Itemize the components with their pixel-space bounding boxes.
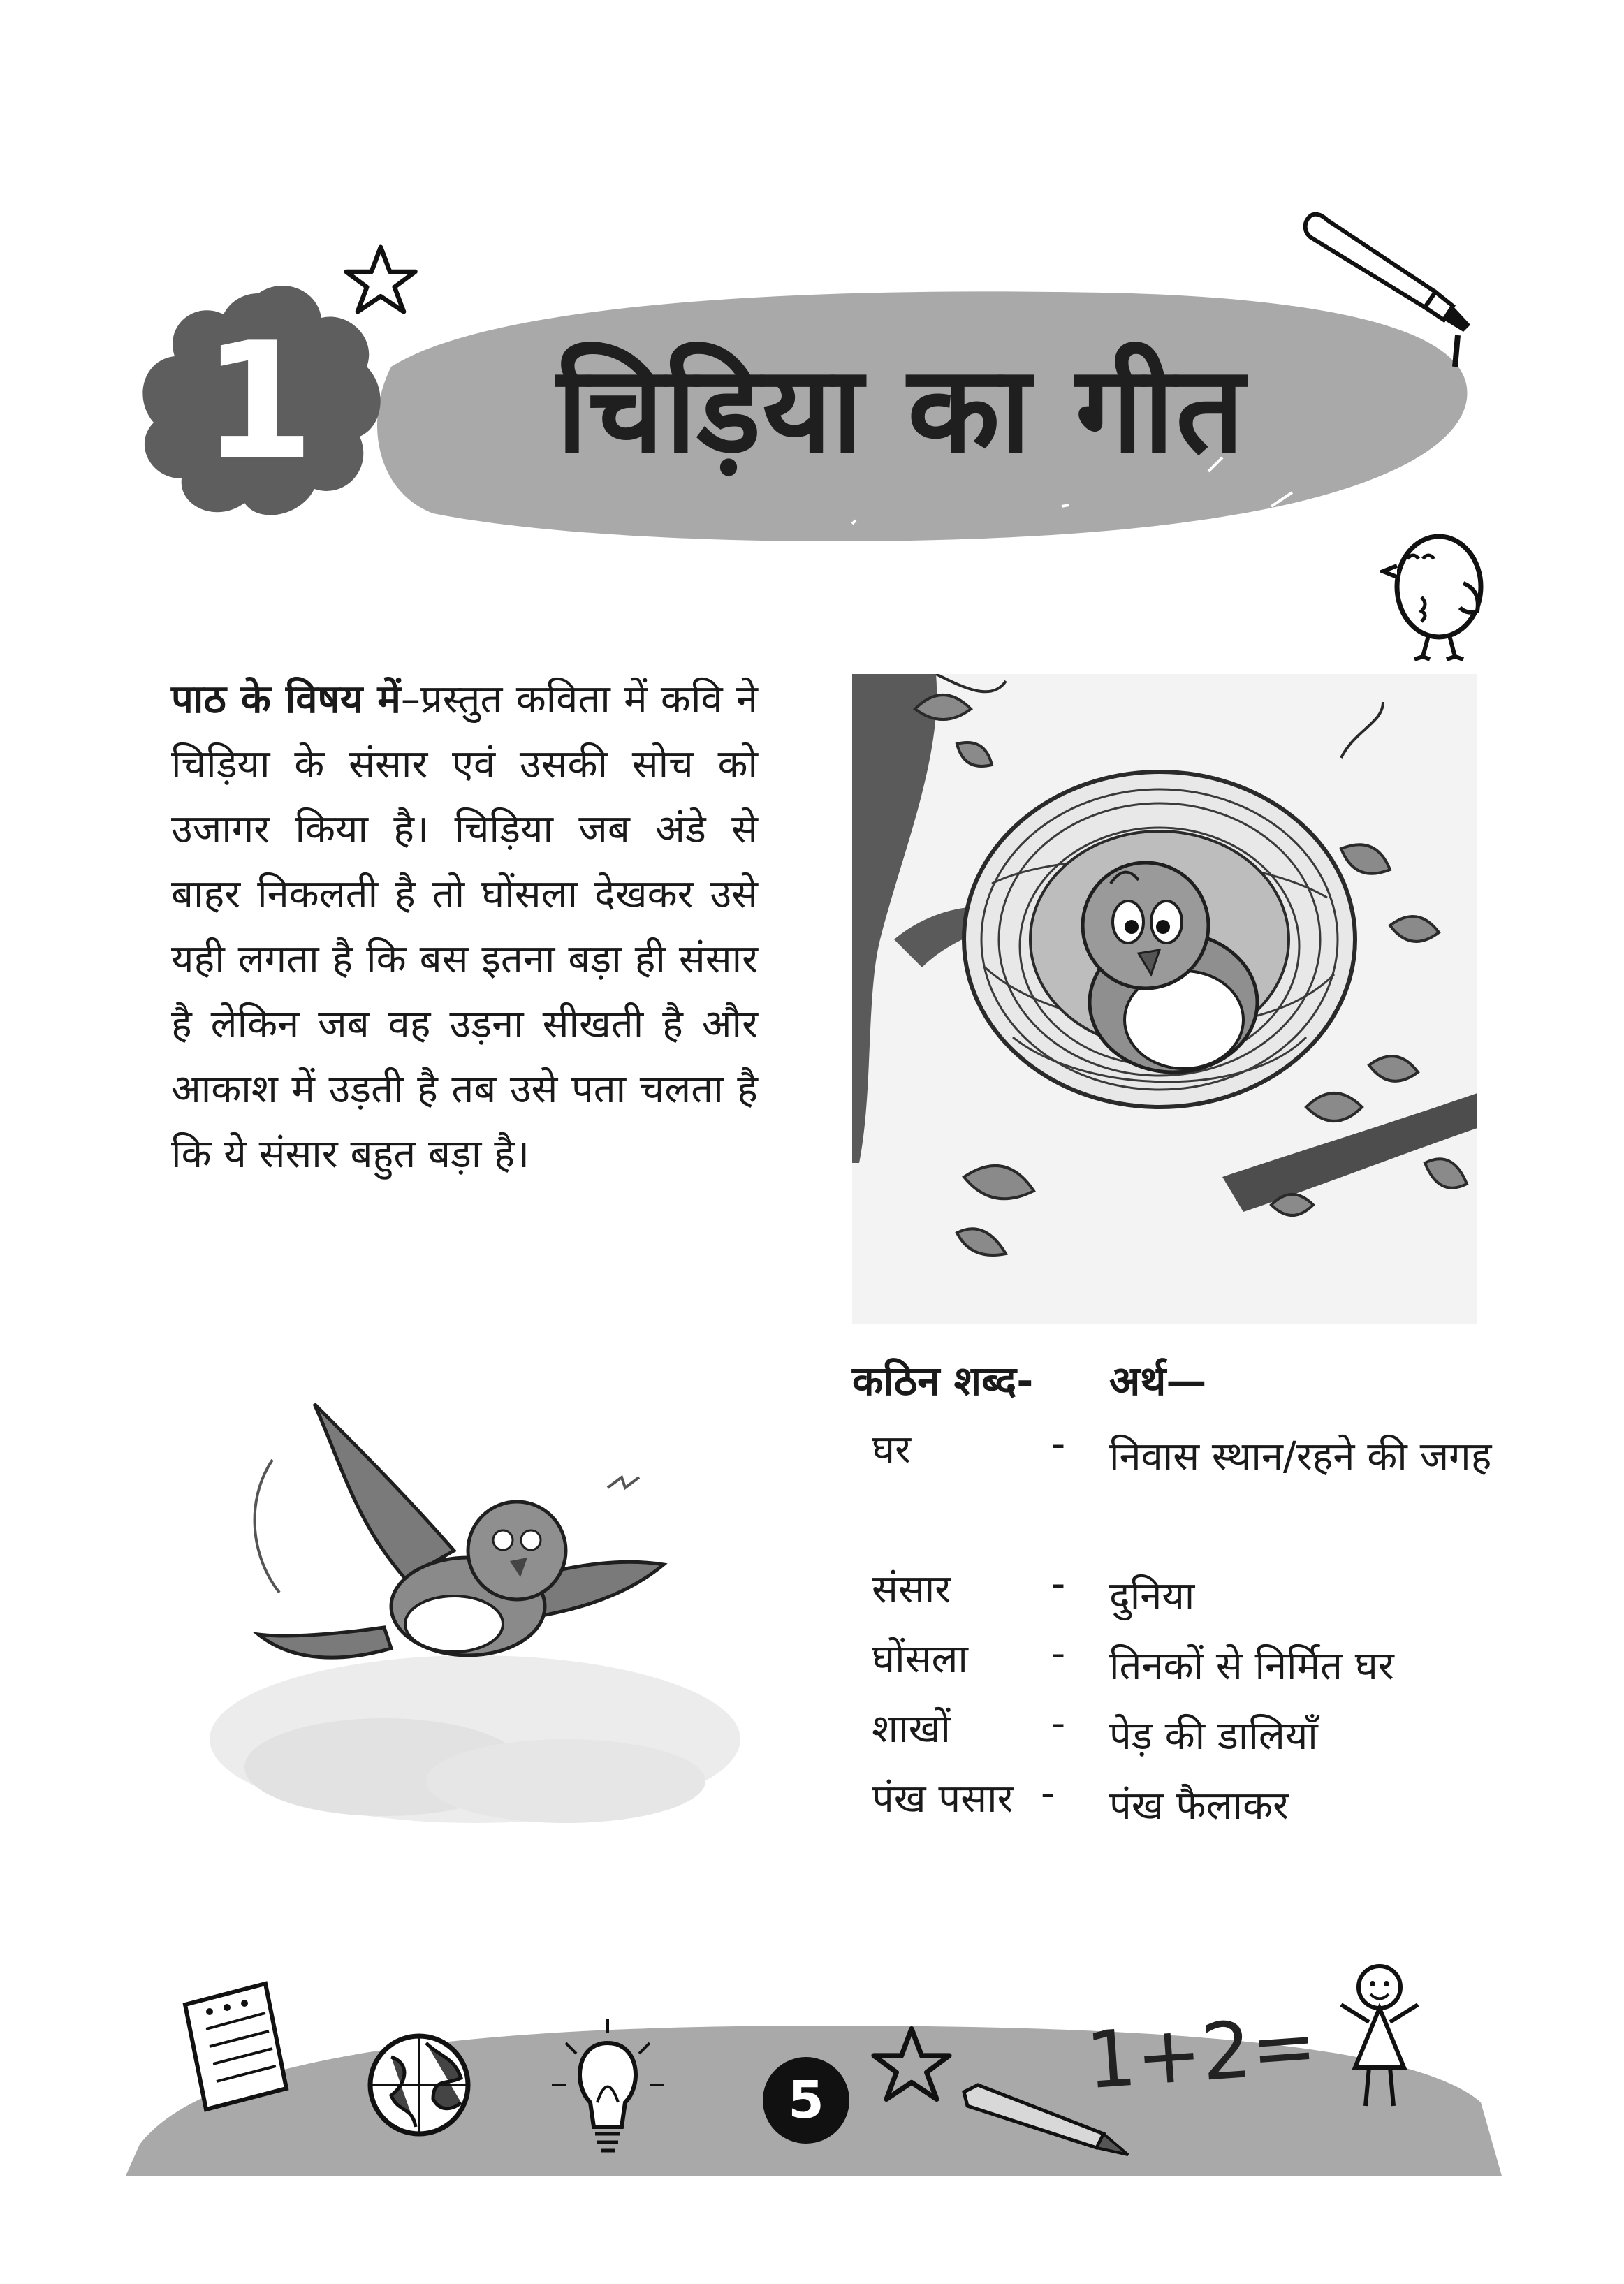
- glossary-word: घोंसला: [872, 1637, 968, 1682]
- nest-illustration: [852, 674, 1477, 1324]
- glossary-row: [852, 1561, 1495, 1631]
- intro-label: पाठ के विषय में: [171, 677, 401, 722]
- chick-icon: [1380, 510, 1498, 664]
- star-icon: [342, 241, 419, 318]
- stick-figure-icon: [1327, 1956, 1432, 2116]
- globe-icon: [363, 2029, 475, 2141]
- glossary-heading-word: कठिन शब्द-: [852, 1357, 1034, 1405]
- paintbrush-icon: [1296, 203, 1477, 370]
- flying-bird-illustration: [175, 1390, 775, 1837]
- glossary-row: [852, 1701, 1495, 1771]
- glossary-meaning: पंख फैलाकर: [1109, 1783, 1289, 1829]
- intro-text: –प्रस्तुत कविता में कवि ने चिड़िया के संसार एवं उसकी सोच को उजागर किया है। चिड़िया जब अंडे से बाहर निकलती है तो घोंसला देखकर उसे यही लगता है कि बस इतना बड़ा ही संसार है लेकिन जब वह उड़ना सीखती है और आकाश में उड़ती है तब उसे पता चलता है कि ये संसार बहुत बड़ा है।: [171, 677, 758, 1177]
- chapter-number: 1: [202, 308, 315, 495]
- glossary-dash: -: [1051, 1701, 1066, 1746]
- glossary-meaning: दुनिया: [1109, 1574, 1195, 1619]
- glossary-row: [852, 1631, 1495, 1701]
- glossary-dash: -: [1051, 1561, 1066, 1606]
- glossary-dash: -: [1051, 1631, 1066, 1676]
- glossary-meaning: निवास स्थान/रहने की जगह: [1109, 1434, 1492, 1479]
- star-icon: [870, 2022, 953, 2106]
- glossary-word: घर: [872, 1427, 911, 1472]
- glossary-meaning: तिनकों से निर्मित घर: [1109, 1644, 1394, 1689]
- glossary-word: शाखों: [872, 1706, 951, 1752]
- glossary-dash: -: [1041, 1771, 1055, 1816]
- glossary-dash: -: [1051, 1421, 1066, 1467]
- math-doodle: 1+2=: [1083, 2000, 1320, 2107]
- glossary-row: [852, 1771, 1495, 1840]
- paper-icon: [175, 1977, 293, 2116]
- intro-paragraph: [171, 667, 758, 1187]
- chapter-title: चिड़िया का गीत: [556, 339, 1246, 480]
- glossary-row: [852, 1421, 1495, 1491]
- glossary-word: पंख पसार: [872, 1776, 1014, 1822]
- glossary-word: संसार: [872, 1567, 951, 1612]
- glossary-meaning: पेड़ की डालियाँ: [1109, 1713, 1318, 1759]
- glossary-heading-meaning: अर्थ—: [1109, 1357, 1207, 1405]
- page-number: 5: [763, 2057, 849, 2144]
- lightbulb-icon: [545, 2015, 671, 2169]
